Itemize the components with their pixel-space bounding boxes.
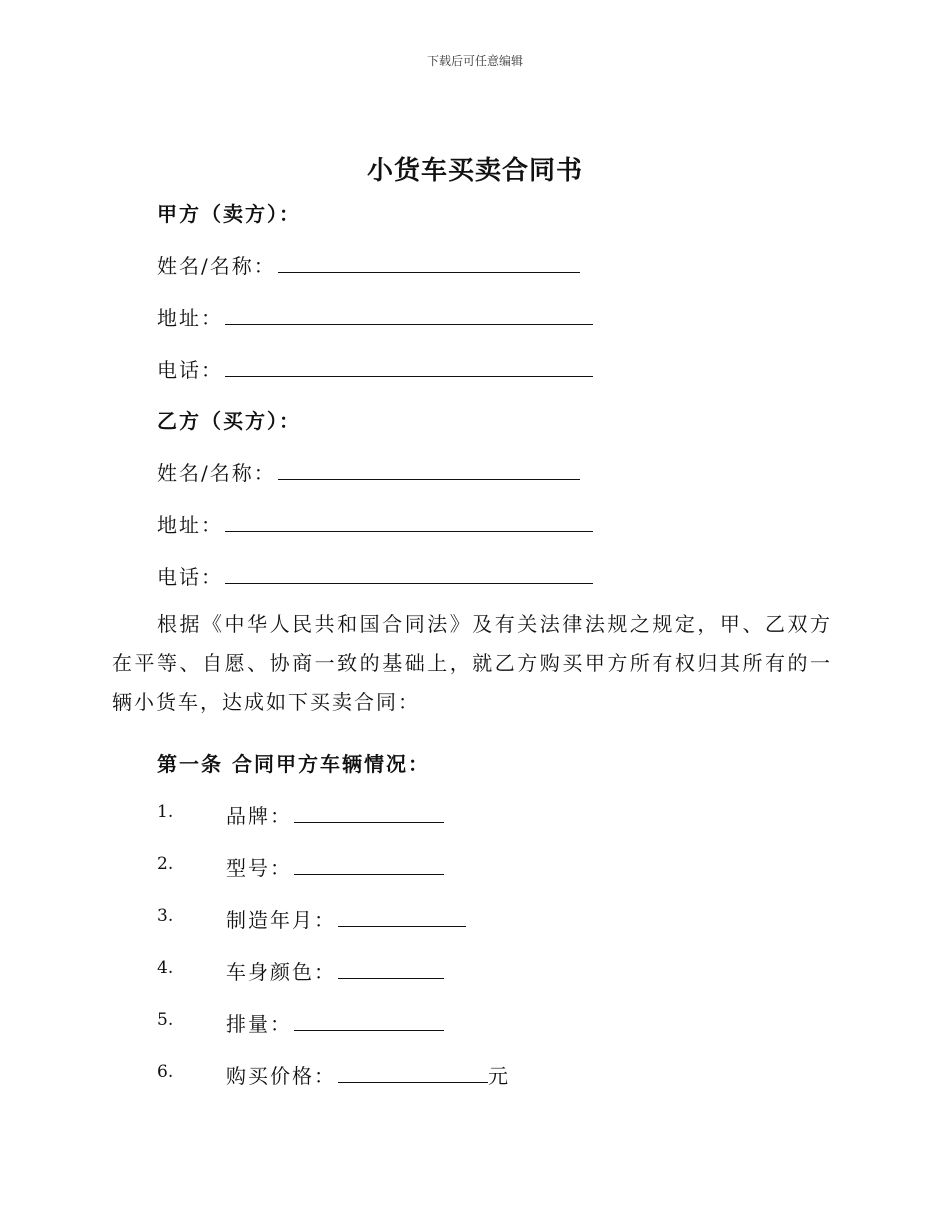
preamble-paragraph: 根据《中华人民共和国合同法》及有关法律法规之规定，甲、乙双方在平等、自愿、协商一致的基础上，就乙方购买甲方所有权归其所有的一辆小货车，达成如下买卖合同：: [112, 612, 832, 714]
party-b-name-label: 姓名/名称：: [157, 461, 276, 485]
document-title: 小货车买卖合同书: [366, 156, 583, 186]
party-a-name-field: [157, 250, 580, 279]
item-suffix: 元: [488, 1064, 510, 1088]
party-a-address-blank: [225, 306, 593, 325]
item-label: 型号：: [226, 856, 292, 880]
item-number: 2.: [157, 854, 174, 874]
item-label: 排量：: [226, 1012, 292, 1036]
item-number: 4.: [157, 958, 174, 978]
article-1-heading: 第一条 合同甲方车辆情况：: [157, 752, 430, 776]
item-number: 6.: [157, 1062, 174, 1082]
party-b-address-label: 地址：: [157, 513, 223, 537]
color-blank: [338, 960, 444, 979]
item-number: 5.: [157, 1010, 174, 1030]
item-label: 车身颜色：: [226, 960, 336, 984]
party-a-address-label: 地址：: [157, 306, 223, 330]
manufacture-date-blank: [338, 908, 466, 927]
party-a-phone-blank: [225, 358, 593, 377]
party-b-name-blank: [278, 461, 580, 480]
brand-blank: [294, 804, 444, 823]
page-header-note: 下载后可任意编辑: [426, 54, 523, 68]
party-a-name-label: 姓名/名称：: [157, 254, 276, 278]
party-b-address-field: [157, 509, 593, 538]
item-label: 制造年月：: [226, 908, 336, 932]
party-b-name-field: [157, 457, 580, 486]
party-b-phone-label: 电话：: [157, 565, 223, 589]
party-a-heading: 甲方（卖方）：: [157, 202, 301, 226]
model-blank: [294, 856, 444, 875]
party-b-phone-field: [157, 561, 593, 590]
item-label: 品牌：: [226, 804, 292, 828]
party-b-heading: 乙方（买方）：: [157, 409, 301, 433]
displacement-blank: [294, 1012, 444, 1031]
party-b-phone-blank: [225, 565, 593, 584]
item-number: 3.: [157, 906, 174, 926]
party-a-address-field: [157, 302, 593, 331]
party-a-phone-field: [157, 354, 593, 383]
item-label: 购买价格：: [226, 1064, 336, 1088]
item-number: 1.: [157, 802, 174, 822]
price-blank: [338, 1064, 488, 1083]
party-b-address-blank: [225, 513, 593, 532]
party-a-phone-label: 电话：: [157, 358, 223, 382]
party-a-name-blank: [278, 254, 580, 273]
